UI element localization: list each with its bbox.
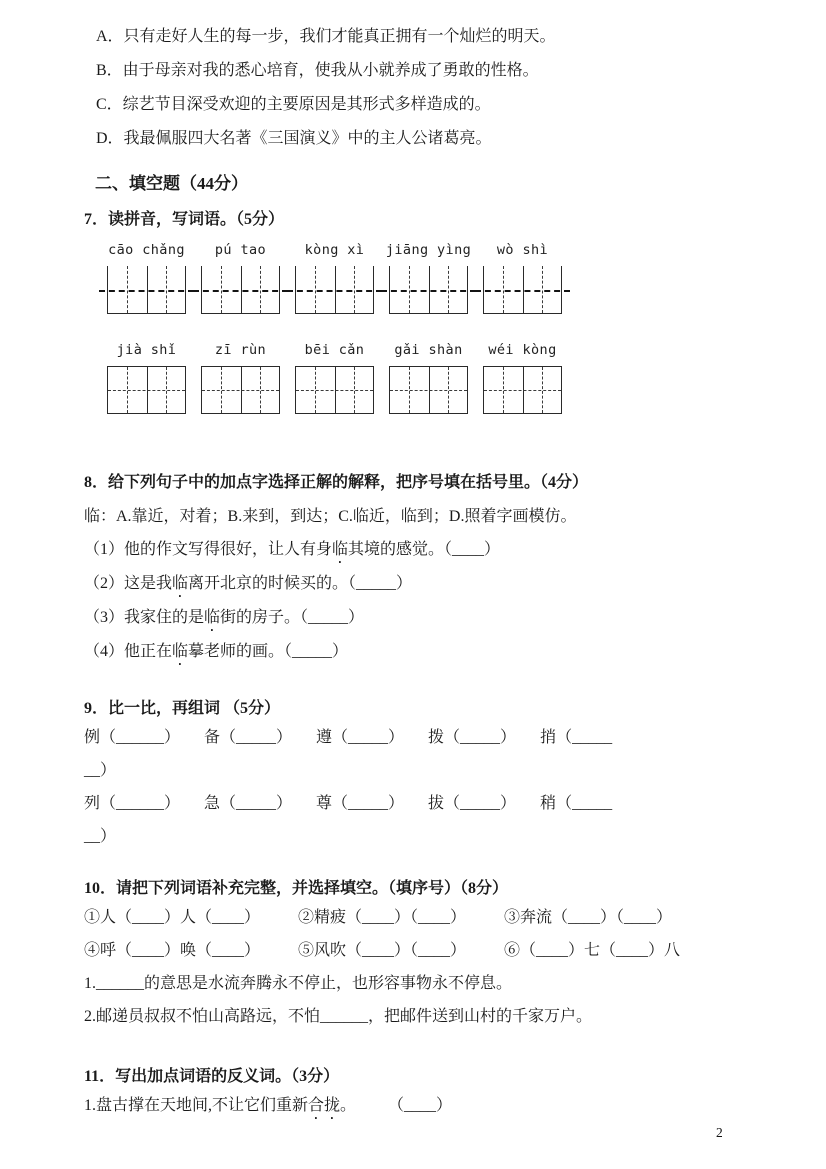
q8-item-pre: （4）他正在 — [84, 643, 173, 660]
q8-item-pre: （2）这是我 — [84, 575, 173, 592]
word-pair-item: 例（______） — [84, 729, 181, 746]
q8-definitions: 临：A.靠近，对着；B.来到，到达；C.临近，临到；D.照着字画模仿。 — [84, 508, 577, 525]
pinyin-label: wò shì — [496, 242, 549, 258]
word-pair-item: 急（_____） — [204, 795, 293, 812]
writing-grid — [201, 366, 280, 414]
q11-item-pre: 1.盘古撑在天地间,不让它们重新 — [84, 1097, 309, 1114]
pinyin-grid-group — [295, 341, 374, 414]
pinyin-label: pú tao — [214, 242, 267, 258]
word-pair-item: 拨（_____） — [428, 729, 517, 746]
pinyin-grid-group — [107, 341, 186, 414]
writing-grid — [483, 266, 562, 314]
pinyin-label: kòng xì — [304, 242, 365, 258]
q8-item-post: 离开北京的时候买的。（_____） — [188, 575, 413, 592]
q8-heading: 8．给下列句子中的加点字选择正解的解释，把序号填在括号里。（4分） — [84, 474, 589, 491]
option-line-d: D．我最佩服四大名著《三国演义》中的主人公诸葛亮。 — [96, 130, 492, 147]
q8-item-4 — [84, 635, 770, 669]
q11-heading: 11．写出加点词语的反义词。（3分） — [84, 1068, 340, 1085]
pinyin-label: cāo chǎng — [108, 242, 185, 258]
q9-row-1 — [84, 721, 770, 754]
writing-grid — [107, 266, 186, 314]
pinyin-grid-group — [295, 241, 374, 314]
writing-grid — [483, 366, 562, 414]
writing-grid — [389, 266, 468, 314]
q8-item-2 — [84, 567, 770, 601]
q10-row-1 — [84, 901, 770, 934]
q11-item-1 — [84, 1089, 770, 1123]
q10-heading: 10．请把下列词语补充完整，并选择填空。（填序号）（8分） — [84, 880, 509, 897]
pinyin-label: bēi cǎn — [304, 342, 365, 358]
q8-item-post: 其境的感觉。（____） — [348, 541, 501, 558]
word-pair-item: 稍（_____ — [540, 795, 613, 812]
writing-grid — [295, 266, 374, 314]
q8-item-1 — [84, 533, 770, 567]
word-pair-item: 遵（_____） — [316, 729, 405, 746]
idiom-item: ③奔流（____）（____） — [504, 909, 673, 926]
pinyin-grid-group — [201, 241, 280, 314]
q10-note-1: 1.______的意思是水流奔腾永不停止，也形容事物永不停息。 — [84, 975, 513, 992]
pinyin-grid-group — [483, 241, 562, 314]
writing-grid — [295, 366, 374, 414]
q8-item-post: 街的房子。（_____） — [220, 609, 365, 626]
q9-row-1-wrap: __） — [84, 762, 117, 779]
option-line-c: C．综艺节目深受欢迎的主要原因是其形式多样造成的。 — [96, 96, 491, 113]
emphasized-char: 临 — [204, 609, 221, 626]
q8-item-3 — [84, 601, 770, 635]
writing-grid — [389, 366, 468, 414]
pinyin-grid-group — [389, 341, 468, 414]
emphasized-word: 合拢 — [308, 1097, 341, 1114]
pinyin-grid-group — [385, 241, 472, 314]
q9-row-2-wrap: __） — [84, 828, 117, 845]
word-pair-item: 备（_____） — [204, 729, 293, 746]
pinyin-grid-group — [201, 341, 280, 414]
pinyin-label: jiāng yìng — [385, 242, 472, 258]
q10-row-2 — [84, 934, 770, 967]
emphasized-char: 临 — [172, 575, 189, 592]
idiom-item: ①人（____）人（____） — [84, 909, 261, 926]
q10-note-2: 2.邮递员叔叔不怕山高路远，不怕______，把邮件送到山村的千家万户。 — [84, 1008, 593, 1025]
word-pair-item: 捎（_____ — [540, 729, 613, 746]
q11-item-post: 。 （____） — [340, 1097, 453, 1114]
q9-row-2 — [84, 787, 770, 820]
idiom-item: ④呼（____）唤（____） — [84, 942, 261, 959]
word-pair-item: 尊（_____） — [316, 795, 405, 812]
word-pair-item: 列（______） — [84, 795, 181, 812]
idiom-item: ⑥（____）七（____）八 — [504, 942, 681, 959]
q7-heading: 7．读拼音，写词语。（5分） — [84, 211, 285, 228]
q7-pinyin-row-1 — [107, 241, 770, 314]
section-heading: 二、填空题（44分） — [95, 174, 248, 193]
writing-grid — [107, 366, 186, 414]
q8-item-pre: （1）他的作文写得很好，让人有身 — [84, 541, 333, 558]
idiom-item: ⑤风吹（____）（____） — [298, 942, 467, 959]
page-number: 2 — [716, 1125, 723, 1140]
idiom-item: ②精疲（____）（____） — [298, 909, 467, 926]
emphasized-char: 临 — [332, 541, 349, 558]
option-line-a: A．只有走好人生的每一步，我们才能真正拥有一个灿烂的明天。 — [96, 28, 556, 45]
pinyin-label: zī rùn — [214, 342, 267, 358]
option-line-b: B．由于母亲对我的悉心培育，使我从小就养成了勇敢的性格。 — [96, 62, 539, 79]
q8-item-post: 摹老师的画。（_____） — [188, 643, 349, 660]
mc-options — [96, 20, 770, 156]
pinyin-grid-group — [107, 241, 186, 314]
emphasized-char: 临 — [172, 643, 189, 660]
pinyin-grid-group — [483, 341, 562, 414]
q7-pinyin-row-2 — [107, 341, 770, 414]
pinyin-label: jià shǐ — [116, 342, 177, 358]
writing-grid — [201, 266, 280, 314]
word-pair-item: 拔（_____） — [428, 795, 517, 812]
pinyin-label: gǎi shàn — [394, 342, 463, 358]
q8-item-pre: （3）我家住的是 — [84, 609, 205, 626]
q9-heading: 9．比一比，再组词 （5分） — [84, 700, 281, 717]
pinyin-label: wéi kòng — [488, 342, 557, 358]
